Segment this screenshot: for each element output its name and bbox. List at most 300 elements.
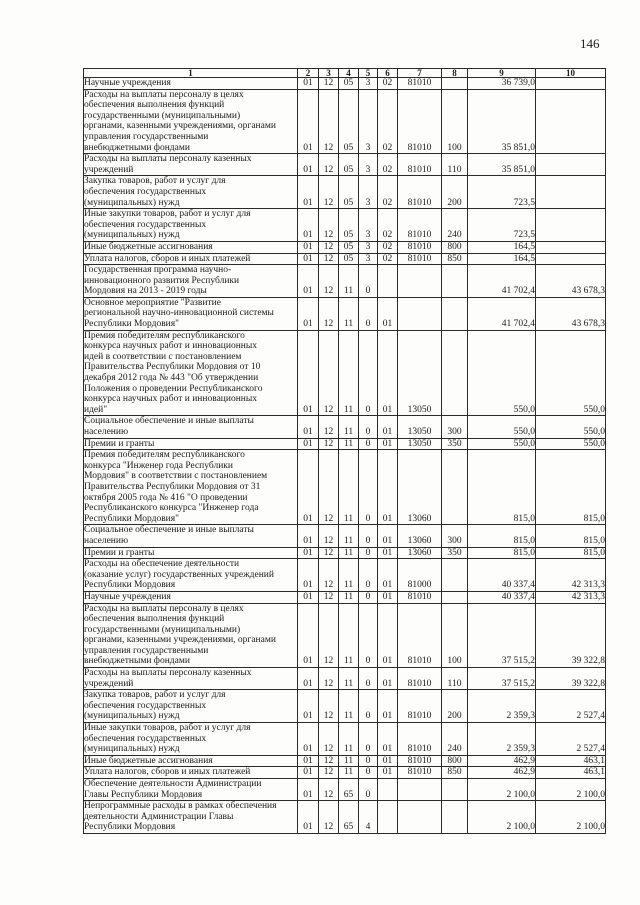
code-cell: 65 bbox=[339, 779, 359, 801]
description-line: октября 2005 года № 416 "О проведении bbox=[84, 492, 248, 503]
description-line: Расходы на обеспечение деятельности bbox=[84, 559, 240, 570]
code-cell: 02 bbox=[378, 154, 398, 176]
code-cell bbox=[442, 450, 468, 525]
code-cell: 240 bbox=[442, 209, 468, 242]
code-cell bbox=[442, 779, 468, 801]
code-cell: 81010 bbox=[398, 723, 442, 756]
code-cell: 12 bbox=[319, 297, 339, 330]
description-line: Расходы на выплаты персоналу в целях bbox=[84, 89, 244, 100]
code-cell: 81010 bbox=[398, 78, 442, 90]
amount-cell: 164,5 bbox=[468, 253, 536, 265]
row-description bbox=[84, 547, 298, 559]
row-description bbox=[84, 265, 298, 298]
description-line: органами, казенными учреждениями, органами bbox=[84, 121, 276, 132]
code-cell bbox=[378, 779, 398, 801]
code-cell: 12 bbox=[319, 154, 339, 176]
description-line: Главы Республики Мордовия bbox=[84, 789, 203, 800]
description-line: Республиканского конкурса "Инженер года bbox=[84, 503, 259, 514]
code-cell: 01 bbox=[378, 330, 398, 416]
code-cell: 850 bbox=[442, 767, 468, 779]
amount-cell: 43 678,3 bbox=[536, 297, 606, 330]
code-cell: 3 bbox=[359, 253, 378, 265]
code-cell bbox=[442, 801, 468, 834]
code-cell: 01 bbox=[298, 253, 319, 265]
code-cell: 01 bbox=[298, 767, 319, 779]
code-cell: 0 bbox=[359, 779, 378, 801]
code-cell: 0 bbox=[359, 723, 378, 756]
table-row bbox=[84, 416, 606, 438]
code-cell: 02 bbox=[378, 209, 398, 242]
row-description bbox=[84, 438, 298, 450]
code-cell: 12 bbox=[319, 801, 339, 834]
header-cell: 6 bbox=[378, 69, 398, 78]
code-cell: 800 bbox=[442, 755, 468, 767]
description-line: (оказание услуг) государственных учреждений bbox=[84, 569, 274, 580]
description-line: Республики Мордовия bbox=[84, 580, 176, 591]
code-cell bbox=[442, 297, 468, 330]
row-description bbox=[84, 154, 298, 176]
header-cell: 5 bbox=[359, 69, 378, 78]
code-cell: 01 bbox=[298, 450, 319, 525]
description-line: деятельности Администрации Главы bbox=[84, 811, 234, 822]
code-cell: 02 bbox=[378, 253, 398, 265]
table-row bbox=[84, 559, 606, 592]
description-line: Премии и гранты bbox=[84, 438, 155, 449]
description-line: конкурса научных работ и инновационных bbox=[84, 341, 258, 352]
header-cell: 8 bbox=[442, 69, 468, 78]
code-cell: 01 bbox=[298, 265, 319, 298]
row-description bbox=[84, 801, 298, 834]
code-cell: 100 bbox=[442, 603, 468, 668]
description-line: учреждений bbox=[84, 164, 134, 175]
header-cell: 1 bbox=[84, 69, 298, 78]
code-cell bbox=[442, 78, 468, 90]
amount-cell: 37 515,2 bbox=[468, 603, 536, 668]
code-cell: 01 bbox=[298, 154, 319, 176]
header-cell: 10 bbox=[536, 69, 606, 78]
amount-cell: 550,0 bbox=[468, 416, 536, 438]
code-cell: 13050 bbox=[398, 330, 442, 416]
code-cell: 01 bbox=[378, 755, 398, 767]
table-row bbox=[84, 265, 606, 298]
amount-cell: 550,0 bbox=[468, 330, 536, 416]
description-line: населению bbox=[84, 427, 129, 437]
code-cell: 3 bbox=[359, 154, 378, 176]
code-cell: 12 bbox=[319, 779, 339, 801]
amount-cell: 41 702,4 bbox=[468, 265, 536, 298]
budget-table bbox=[83, 68, 606, 834]
code-cell: 12 bbox=[319, 559, 339, 592]
row-description bbox=[84, 603, 298, 668]
code-cell: 01 bbox=[298, 779, 319, 801]
description-line: населению bbox=[84, 535, 129, 546]
code-cell: 0 bbox=[359, 755, 378, 767]
table-header-row bbox=[84, 69, 606, 78]
code-cell: 05 bbox=[339, 89, 359, 154]
code-cell: 200 bbox=[442, 176, 468, 209]
amount-cell: 723,5 bbox=[468, 209, 536, 242]
code-cell: 01 bbox=[298, 89, 319, 154]
code-cell bbox=[442, 591, 468, 603]
row-description bbox=[84, 755, 298, 767]
code-cell: 81010 bbox=[398, 591, 442, 603]
description-line: (муниципальных) нужд bbox=[84, 744, 180, 755]
code-cell: 81010 bbox=[398, 767, 442, 779]
header-cell: 2 bbox=[298, 69, 319, 78]
code-cell: 12 bbox=[319, 767, 339, 779]
code-cell: 0 bbox=[359, 265, 378, 298]
code-cell: 12 bbox=[319, 450, 339, 525]
code-cell: 11 bbox=[339, 265, 359, 298]
code-cell: 65 bbox=[339, 801, 359, 834]
code-cell: 81010 bbox=[398, 253, 442, 265]
amount-cell bbox=[536, 89, 606, 154]
description-line: Научные учреждения bbox=[84, 78, 171, 88]
code-cell: 12 bbox=[319, 755, 339, 767]
code-cell: 11 bbox=[339, 416, 359, 438]
code-cell: 3 bbox=[359, 241, 378, 253]
table-row bbox=[84, 176, 606, 209]
code-cell: 110 bbox=[442, 154, 468, 176]
row-description bbox=[84, 668, 298, 690]
code-cell: 02 bbox=[378, 89, 398, 154]
description-line: Уплата налогов, сборов и иных платежей bbox=[84, 253, 251, 264]
code-cell: 12 bbox=[319, 241, 339, 253]
code-cell: 01 bbox=[298, 78, 319, 90]
description-line: Основное мероприятие "Развитие bbox=[84, 297, 221, 308]
description-line: Правительства Республики Мордовия от 31 bbox=[84, 481, 261, 492]
code-cell: 100 bbox=[442, 89, 468, 154]
code-cell: 110 bbox=[442, 668, 468, 690]
table-row bbox=[84, 723, 606, 756]
code-cell: 3 bbox=[359, 176, 378, 209]
amount-cell: 550,0 bbox=[536, 438, 606, 450]
code-cell: 81010 bbox=[398, 603, 442, 668]
code-cell: 11 bbox=[339, 330, 359, 416]
amount-cell bbox=[536, 78, 606, 90]
code-cell bbox=[398, 297, 442, 330]
code-cell: 01 bbox=[298, 416, 319, 438]
code-cell: 12 bbox=[319, 723, 339, 756]
description-line: Иные закупки товаров, работ и услуг для bbox=[84, 209, 251, 220]
code-cell: 81000 bbox=[398, 559, 442, 592]
code-cell: 11 bbox=[339, 591, 359, 603]
code-cell: 81010 bbox=[398, 154, 442, 176]
code-cell: 0 bbox=[359, 450, 378, 525]
amount-cell: 2 100,0 bbox=[468, 779, 536, 801]
amount-cell: 815,0 bbox=[468, 525, 536, 547]
amount-cell: 463,1 bbox=[536, 755, 606, 767]
description-line: Положения о проведении Республиканского bbox=[84, 383, 263, 394]
code-cell: 01 bbox=[298, 297, 319, 330]
description-line: органами, казенными учреждениями, органами bbox=[84, 635, 276, 646]
description-line: Иные бюджетные ассигнования bbox=[84, 755, 213, 766]
description-line: идей" bbox=[84, 404, 108, 415]
code-cell: 3 bbox=[359, 89, 378, 154]
code-cell: 01 bbox=[378, 591, 398, 603]
header-cell: 7 bbox=[398, 69, 442, 78]
code-cell: 12 bbox=[319, 668, 339, 690]
code-cell: 300 bbox=[442, 525, 468, 547]
description-line: обеспечения государственных bbox=[84, 186, 207, 197]
code-cell: 01 bbox=[378, 547, 398, 559]
amount-cell: 462,9 bbox=[468, 755, 536, 767]
table-row bbox=[84, 438, 606, 450]
code-cell: 13050 bbox=[398, 438, 442, 450]
description-line: управления государственными bbox=[84, 131, 209, 142]
code-cell: 11 bbox=[339, 767, 359, 779]
description-line: Непрограммные расходы в рамках обеспечения bbox=[84, 801, 277, 812]
code-cell: 11 bbox=[339, 450, 359, 525]
code-cell: 01 bbox=[298, 330, 319, 416]
code-cell: 0 bbox=[359, 559, 378, 592]
code-cell: 0 bbox=[359, 525, 378, 547]
description-line: Иные закупки товаров, работ и услуг для bbox=[84, 723, 251, 734]
code-cell: 800 bbox=[442, 241, 468, 253]
code-cell: 12 bbox=[319, 176, 339, 209]
code-cell: 0 bbox=[359, 330, 378, 416]
amount-cell: 41 702,4 bbox=[468, 297, 536, 330]
amount-cell: 35 851,0 bbox=[468, 154, 536, 176]
code-cell: 01 bbox=[378, 603, 398, 668]
code-cell: 12 bbox=[319, 690, 339, 723]
description-line: Расходы на выплаты персоналу в целях bbox=[84, 603, 244, 614]
code-cell: 0 bbox=[359, 690, 378, 723]
code-cell: 4 bbox=[359, 801, 378, 834]
code-cell: 01 bbox=[298, 176, 319, 209]
code-cell: 12 bbox=[319, 591, 339, 603]
table-row bbox=[84, 209, 606, 242]
amount-cell bbox=[536, 241, 606, 253]
code-cell: 12 bbox=[319, 525, 339, 547]
row-description bbox=[84, 253, 298, 265]
code-cell: 12 bbox=[319, 253, 339, 265]
code-cell: 01 bbox=[298, 755, 319, 767]
amount-cell: 550,0 bbox=[468, 438, 536, 450]
amount-cell: 2 100,0 bbox=[468, 801, 536, 834]
table-body bbox=[84, 78, 606, 834]
code-cell bbox=[378, 801, 398, 834]
description-line: Премия победителям республиканского bbox=[84, 330, 245, 341]
description-line: Иные бюджетные ассигнования bbox=[84, 241, 213, 252]
code-cell: 01 bbox=[378, 416, 398, 438]
description-line: Премия победителям республиканского bbox=[84, 450, 245, 461]
code-cell: 13060 bbox=[398, 525, 442, 547]
code-cell: 05 bbox=[339, 209, 359, 242]
code-cell: 81010 bbox=[398, 89, 442, 154]
code-cell: 350 bbox=[442, 547, 468, 559]
row-description bbox=[84, 241, 298, 253]
amount-cell: 815,0 bbox=[468, 450, 536, 525]
amount-cell: 2 527,4 bbox=[536, 690, 606, 723]
code-cell: 200 bbox=[442, 690, 468, 723]
amount-cell: 164,5 bbox=[468, 241, 536, 253]
description-line: обеспечения выполнения функций bbox=[84, 614, 225, 625]
amount-cell: 2 100,0 bbox=[536, 801, 606, 834]
code-cell: 05 bbox=[339, 241, 359, 253]
row-description bbox=[84, 209, 298, 242]
code-cell: 350 bbox=[442, 438, 468, 450]
description-line: обеспечения государственных bbox=[84, 219, 207, 230]
code-cell: 01 bbox=[378, 525, 398, 547]
code-cell: 850 bbox=[442, 253, 468, 265]
code-cell: 12 bbox=[319, 547, 339, 559]
table-row bbox=[84, 253, 606, 265]
code-cell: 02 bbox=[378, 241, 398, 253]
code-cell: 3 bbox=[359, 209, 378, 242]
amount-cell: 42 313,3 bbox=[536, 559, 606, 592]
description-line: учреждений bbox=[84, 678, 134, 689]
description-line: (муниципальных) нужд bbox=[84, 711, 180, 722]
table-row bbox=[84, 297, 606, 330]
amount-cell bbox=[536, 176, 606, 209]
row-description bbox=[84, 723, 298, 756]
code-cell: 01 bbox=[298, 241, 319, 253]
description-line: Мордовия" в соответствии с постановлением bbox=[84, 471, 268, 482]
code-cell: 0 bbox=[359, 767, 378, 779]
code-cell bbox=[378, 265, 398, 298]
description-line: Премии и гранты bbox=[84, 547, 155, 558]
code-cell: 13060 bbox=[398, 450, 442, 525]
description-line: Закупка товаров, работ и услуг для bbox=[84, 176, 226, 187]
code-cell: 12 bbox=[319, 89, 339, 154]
amount-cell: 2 527,4 bbox=[536, 723, 606, 756]
code-cell bbox=[442, 265, 468, 298]
code-cell: 01 bbox=[298, 547, 319, 559]
amount-cell: 37 515,2 bbox=[468, 668, 536, 690]
code-cell: 81010 bbox=[398, 690, 442, 723]
table-row bbox=[84, 154, 606, 176]
code-cell: 01 bbox=[378, 559, 398, 592]
description-line: обеспечения государственных bbox=[84, 700, 207, 711]
table-row bbox=[84, 330, 606, 416]
table-row bbox=[84, 779, 606, 801]
code-cell: 81010 bbox=[398, 209, 442, 242]
code-cell: 12 bbox=[319, 416, 339, 438]
amount-cell: 815,0 bbox=[536, 547, 606, 559]
description-line: государственными (муниципальными) bbox=[84, 110, 241, 121]
amount-cell: 463,1 bbox=[536, 767, 606, 779]
code-cell: 12 bbox=[319, 209, 339, 242]
code-cell: 12 bbox=[319, 78, 339, 90]
description-line: (муниципальных) нужд bbox=[84, 197, 180, 208]
code-cell: 02 bbox=[378, 78, 398, 90]
header-cell: 9 bbox=[468, 69, 536, 78]
amount-cell: 35 851,0 bbox=[468, 89, 536, 154]
description-line: Научные учреждения bbox=[84, 591, 171, 602]
amount-cell bbox=[536, 154, 606, 176]
amount-cell bbox=[536, 209, 606, 242]
table-row bbox=[84, 525, 606, 547]
code-cell: 01 bbox=[378, 438, 398, 450]
code-cell: 11 bbox=[339, 438, 359, 450]
description-line: инновационного развития Республики bbox=[84, 275, 240, 286]
code-cell: 01 bbox=[378, 297, 398, 330]
code-cell: 0 bbox=[359, 668, 378, 690]
code-cell: 01 bbox=[298, 668, 319, 690]
code-cell: 02 bbox=[378, 176, 398, 209]
table-row bbox=[84, 450, 606, 525]
table-row bbox=[84, 241, 606, 253]
code-cell: 11 bbox=[339, 559, 359, 592]
code-cell: 01 bbox=[378, 723, 398, 756]
description-line: Социальное обеспечение и иные выплаты bbox=[84, 416, 254, 427]
row-description bbox=[84, 525, 298, 547]
table-row bbox=[84, 767, 606, 779]
code-cell: 0 bbox=[359, 438, 378, 450]
code-cell bbox=[398, 801, 442, 834]
code-cell: 12 bbox=[319, 265, 339, 298]
row-description bbox=[84, 416, 298, 438]
table-row bbox=[84, 755, 606, 767]
description-line: Государственная программа научно- bbox=[84, 265, 232, 276]
amount-cell: 39 322,8 bbox=[536, 603, 606, 668]
code-cell: 81010 bbox=[398, 241, 442, 253]
description-line: внебюджетными фондами bbox=[84, 142, 190, 153]
code-cell: 0 bbox=[359, 603, 378, 668]
page-number: 146 bbox=[580, 36, 600, 51]
description-line: идей в соответствии с постановлением bbox=[84, 351, 242, 362]
row-description bbox=[84, 330, 298, 416]
code-cell: 3 bbox=[359, 78, 378, 90]
amount-cell: 462,9 bbox=[468, 767, 536, 779]
code-cell: 01 bbox=[298, 723, 319, 756]
code-cell: 0 bbox=[359, 547, 378, 559]
row-description bbox=[84, 450, 298, 525]
amount-cell: 550,0 bbox=[536, 416, 606, 438]
description-line: обеспечения государственных bbox=[84, 733, 207, 744]
code-cell: 01 bbox=[298, 525, 319, 547]
amount-cell: 2 359,3 bbox=[468, 723, 536, 756]
code-cell: 13050 bbox=[398, 416, 442, 438]
amount-cell: 39 322,8 bbox=[536, 668, 606, 690]
code-cell: 11 bbox=[339, 668, 359, 690]
description-line: Республики Мордовия" bbox=[84, 319, 180, 330]
code-cell bbox=[398, 265, 442, 298]
table-row bbox=[84, 603, 606, 668]
description-line: Социальное обеспечение и иные выплаты bbox=[84, 525, 254, 536]
code-cell: 11 bbox=[339, 525, 359, 547]
row-description bbox=[84, 591, 298, 603]
amount-cell: 2 100,0 bbox=[536, 779, 606, 801]
description-line: декабря 2012 года № 443 "Об утверждении bbox=[84, 373, 259, 384]
code-cell: 01 bbox=[378, 450, 398, 525]
code-cell: 01 bbox=[298, 603, 319, 668]
table-row bbox=[84, 668, 606, 690]
code-cell bbox=[442, 559, 468, 592]
code-cell: 01 bbox=[378, 690, 398, 723]
code-cell: 05 bbox=[339, 176, 359, 209]
description-line: конкурса "Инженер года Республики bbox=[84, 460, 233, 471]
table-row bbox=[84, 690, 606, 723]
amount-cell: 43 678,3 bbox=[536, 265, 606, 298]
amount-cell: 723,5 bbox=[468, 176, 536, 209]
code-cell: 01 bbox=[298, 559, 319, 592]
code-cell: 81010 bbox=[398, 755, 442, 767]
table-row bbox=[84, 547, 606, 559]
code-cell: 240 bbox=[442, 723, 468, 756]
row-description bbox=[84, 78, 298, 90]
amount-cell bbox=[536, 253, 606, 265]
description-line: Мордовия на 2013 - 2019 годы bbox=[84, 286, 207, 297]
code-cell: 11 bbox=[339, 547, 359, 559]
table-row bbox=[84, 801, 606, 834]
description-line: внебюджетными фондами bbox=[84, 656, 190, 667]
code-cell: 13060 bbox=[398, 547, 442, 559]
amount-cell: 40 337,4 bbox=[468, 591, 536, 603]
row-description bbox=[84, 690, 298, 723]
row-description bbox=[84, 297, 298, 330]
